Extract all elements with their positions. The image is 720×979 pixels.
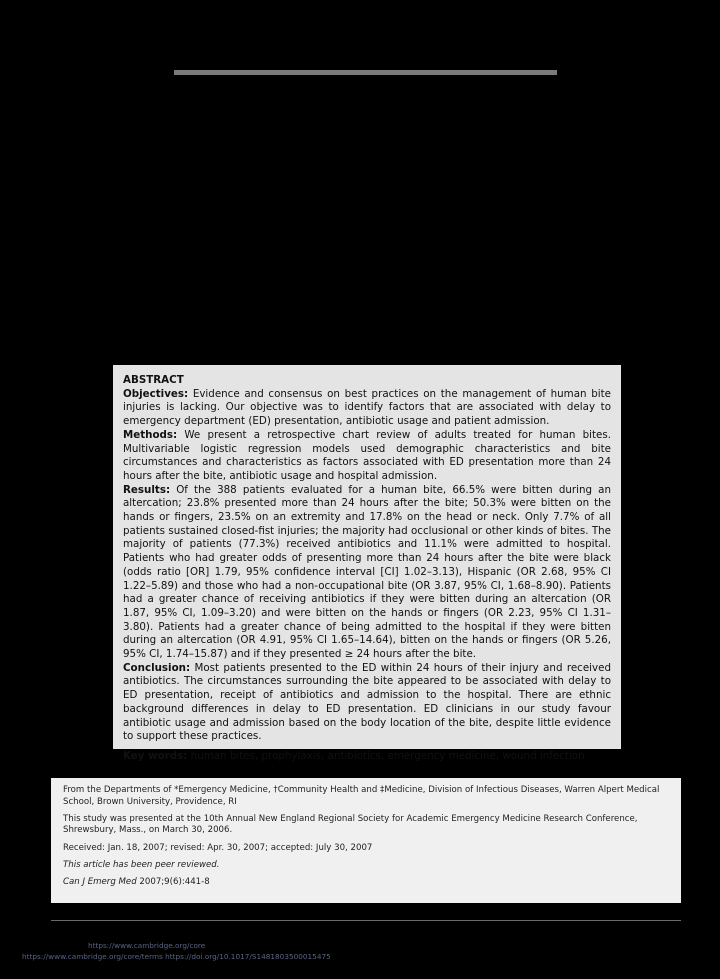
conclusion-text: Most patients presented to the ED within 24 hours of their injury and received antibiotics. The circumstances surrounding the bite appeared to be associated with delay to ED presentation, receipt of antibiotics and admission to the hospital. There are ethnic background differences in delay to ED presentation. ED clinicians in our study favour antibiotic usage and admission based on the body location of the bite, despite little evidence to support these practices. [123,661,611,743]
methods-label: Methods: [123,428,178,441]
keywords-text: human bites, prophylaxis, antibiotics, emergency medicine, wound infection [190,749,585,762]
abstract-conclusion [123,662,611,744]
abstract-results [123,484,611,662]
keywords-label: Key words: [123,749,188,762]
received-dates: Received: Jan. 18, 2007; revised: Apr. 30, 2007; accepted: July 30, 2007 [63,842,373,853]
presentation-note: This study was presented at the 10th Annual New England Regional Society for Academic Emergency Medicine Research Conference, Shrewsbury, Mass., on March 30, 2006. [63,813,638,836]
conclusion-label: Conclusion: [123,661,191,674]
footer-rule [51,920,681,921]
objectives-text: Evidence and consensus on best practices on the management of human bite injuries is lacking. Our objective was to identify factors that are associated with delay to emergency department (ED) presentation, antibiotic usage and patient admission. [123,387,611,428]
abstract-objectives [123,388,611,429]
citation-journal: Can J Emerg Med [63,876,137,887]
abstract-methods [123,429,611,484]
results-text: Of the 388 patients evaluated for a human bite, 66.5% were bitten during an altercation; 23.8% presented more than 24 hours after the bite; 50.3% were bitten on the hands or fingers, 23.5% on an extremity and 17.8% on the head or neck. Only 7.7% of all patients sustained closed-fist injuries; the majority had occlusional or other kinds of bites. The majority of patients (77.3%) received antibiotics and 11.1% were admitted to hospital. Patients who had greater odds of presenting more than 24 hours after the bite were black (odds ratio [OR] 1.79, 95% confidence interval [CI] 1.02–3.13), Hispanic (OR 2.68, 95% CI 1.22–5.89) and those who had a non-occupational bite (OR 3.87, 95% CI, 1.68–8.90). Patients had a greater chance of receiving antibiotics if they were bitten during an altercation (OR 1.87, 95% CI, 1.09–3.20) and were bitten on the hands or fingers (OR 2.23, 95% CI 1.31–3.80). Patients had a greater chance of being admitted to the hospital if they were bitten during an altercation (OR 4.91, 95% CI 1.65–14.64), bitten on the hands or fingers (OR 5.26, 95% CI, 1.74–15.87) and if they presented ≥ 24 hours after the bite. [123,483,611,661]
citation-details: 2007;9(6):441-8 [136,876,210,887]
citation [63,877,669,889]
methods-text: We present a retrospective chart review of adults treated for human bites. Multivariable logistic regression models used demographic characteristics and bite circumstances and characteristics as factors associated with ED presentation more than 24 hours after the bite, antibiotic usage and hospital admission. [123,428,611,482]
cambridge-core-link[interactable]: https://www.cambridge.org/core [88,941,206,950]
abstract-box [113,365,621,762]
affiliation-note: From the Departments of *Emergency Medicine, †Community Health and ‡Medicine, Division of Infectious Diseases, Warren Alpert Medical School, Brown University, Providence, RI [63,785,660,807]
peer-review-note: This article has been peer reviewed. [63,859,220,870]
results-label: Results: [123,483,171,496]
terms-doi-link[interactable]: https://www.cambridge.org/core/terms https://doi.org/10.1017/S1481803500015475 [22,952,331,961]
abstract-heading: ABSTRACT [123,374,184,386]
objectives-label: Objectives: [123,387,189,400]
article-info-box [51,778,681,903]
header-rule [174,70,557,75]
abstract-keywords [123,750,611,764]
